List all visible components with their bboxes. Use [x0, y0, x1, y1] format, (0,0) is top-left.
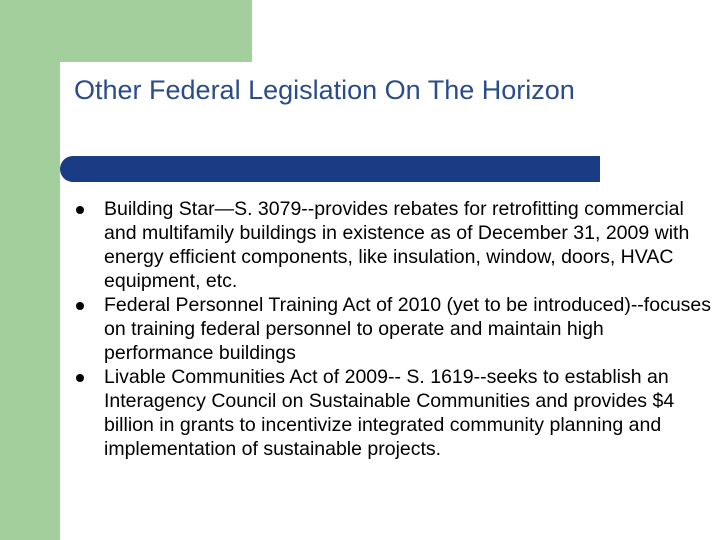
title-divider-bar	[60, 156, 600, 182]
bullet-icon	[76, 374, 84, 382]
slide-title: Other Federal Legislation On The Horizon	[74, 75, 575, 105]
bullet-item-federal-personnel	[72, 293, 712, 365]
top-accent-block	[60, 0, 252, 62]
bullet-text: Building Star—S. 3079--provides rebates for retrofitting commercial and multifamily buildings in existence as of December 31, 2009 with energy efficient components, like insulation, window, doors, HVAC equipment, etc.	[104, 198, 690, 292]
bullet-list	[72, 197, 712, 461]
bullet-item-livable-communities	[72, 365, 712, 461]
bullet-icon	[76, 206, 84, 214]
bullet-item-building-star	[72, 197, 712, 293]
bullet-text: Livable Communities Act of 2009-- S. 1619--seeks to establish an Interagency Council on Sustainable Communities and provides $4 billion in grants to incentivize integrated community planning and implementation of sustainable projects.	[104, 366, 675, 460]
bullet-icon	[76, 302, 84, 310]
bullet-text: Federal Personnel Training Act of 2010 (yet to be introduced)--focuses on training federal personnel to operate and maintain high performance buildings	[104, 294, 712, 364]
left-accent-bar	[0, 0, 60, 540]
